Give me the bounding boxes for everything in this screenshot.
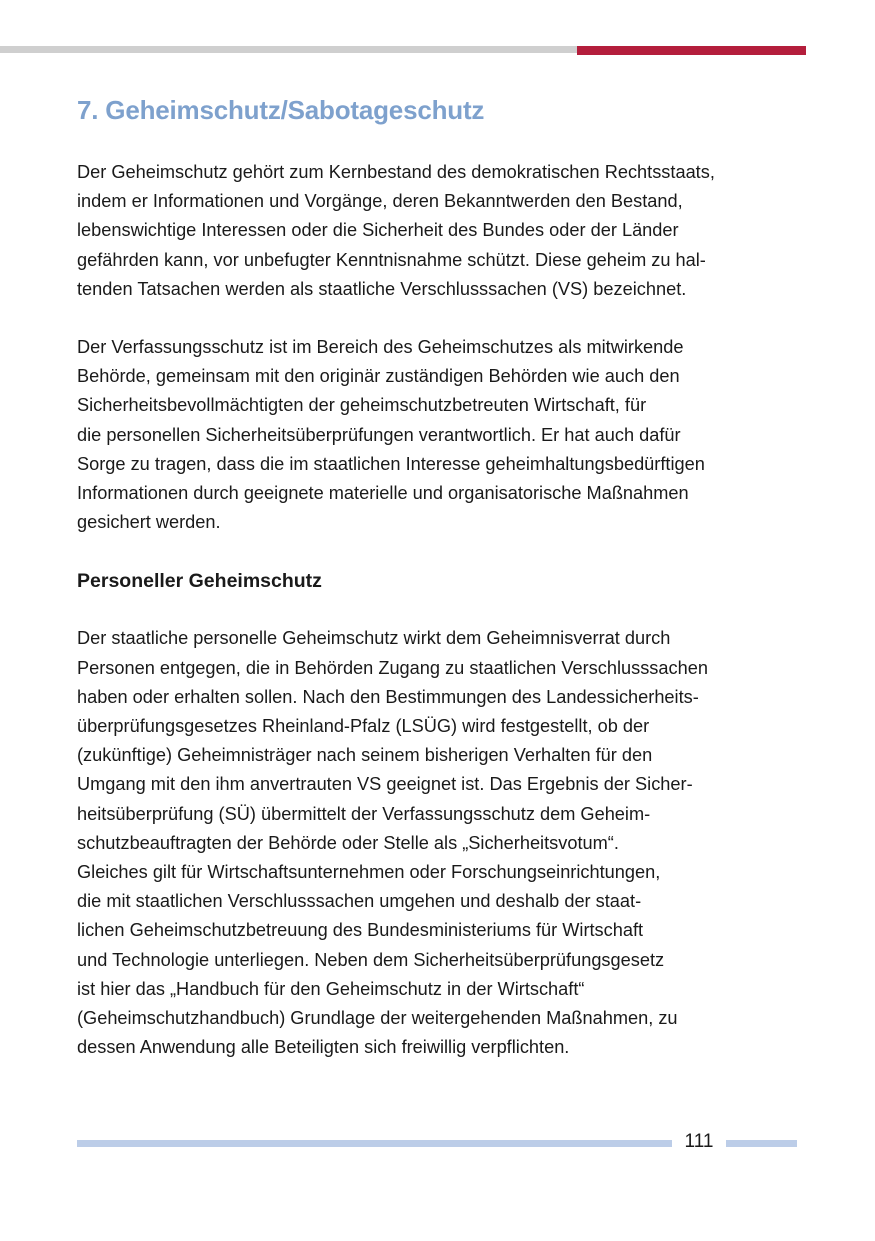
text-line: indem er Informationen und Vorgänge, deren Bekanntwerden den Bestand, [77,191,683,212]
text-line: Gleiches gilt für Wirtschaftsunternehmen oder Forschungseinrichtungen, [77,862,661,883]
section-heading: Personeller Geheimschutz [77,570,322,593]
text-line: (Geheimschutzhandbuch) Grundlage der weitergehenden Maßnahmen, zu [77,1008,678,1029]
text-line: schutzbeauftragten der Behörde oder Stelle als „Sicherheitsvotum“. [77,832,619,853]
text-line: die mit staatlichen Verschlusssachen umgehen und deshalb der staat- [77,891,642,912]
text-line: ist hier das „Handbuch für den Geheimschutz in der Wirtschaft“ [77,978,585,999]
paragraph-personeller-geheimschutz [77,624,802,1062]
paragraph-intro [77,158,802,304]
text-line: überprüfungsgesetzes Rheinland-Pfalz (LSÜG) wird festgestellt, ob der [77,716,650,737]
text-line: Sicherheitsbevollmächtigten der geheimschutzbetreuten Wirtschaft, für [77,395,647,416]
text-line: Der staatliche personelle Geheimschutz wirkt dem Geheimnisverrat durch [77,628,671,649]
text-line: tenden Tatsachen werden als staatliche Verschlusssachen (VS) bezeichnet. [77,278,687,299]
text-line: lichen Geheimschutzbetreuung des Bundesministeriums für Wirtschaft [77,920,644,941]
text-line: gesichert werden. [77,512,221,533]
chapter-title: 7. Geheimschutz/Sabotageschutz [77,95,485,125]
text-line: Sorge zu tragen, dass die im staatlichen Interesse geheimhaltungsbedürftigen [77,453,705,474]
text-line: heitsüberprüfung (SÜ) übermittelt der Verfassungsschutz dem Geheim- [77,803,651,824]
text-line: Der Verfassungsschutz ist im Bereich des Geheimschutzes als mitwirkende [77,337,684,358]
header-rule-gray [0,46,577,53]
text-line: Behörde, gemeinsam mit den originär zuständigen Behörden wie auch den [77,366,680,387]
text-line: die personellen Sicherheitsüberprüfungen verantwortlich. Er hat auch dafür [77,424,681,445]
text-line: Der Geheimschutz gehört zum Kernbestand des demokratischen Rechtsstaats, [77,162,715,182]
text-line: Informationen durch geeignete materielle und organisatorische Maßnahmen [77,483,689,504]
text-line: lebenswichtige Interessen oder die Sicherheit des Bundes oder der Länder [77,220,679,241]
paragraph-verfassungsschutz [77,333,802,537]
text-line: Umgang mit den ihm anvertrauten VS geeignet ist. Das Ergebnis der Sicher- [77,774,693,795]
text-line: und Technologie unterliegen. Neben dem Sicherheitsüberprüfungsgesetz [77,949,665,970]
text-line: haben oder erhalten sollen. Nach den Bestimmungen des Landessicherheits- [77,686,699,707]
page-content [77,92,802,1091]
header-rule-accent [577,46,806,55]
page-number: 111 [684,1131,714,1152]
footer-rule-left [77,1140,672,1147]
text-line: Personen entgegen, die in Behörden Zugang zu staatlichen Verschlusssachen [77,657,708,678]
text-line: (zukünftige) Geheimnisträger nach seinem bisherigen Verhalten für den [77,745,653,766]
footer-rule-right [726,1140,797,1147]
text-line: dessen Anwendung alle Beteiligten sich freiwillig verpflichten. [77,1037,570,1058]
text-line: gefährden kann, vor unbefugter Kenntnisnahme schützt. Diese geheim zu hal- [77,249,706,270]
